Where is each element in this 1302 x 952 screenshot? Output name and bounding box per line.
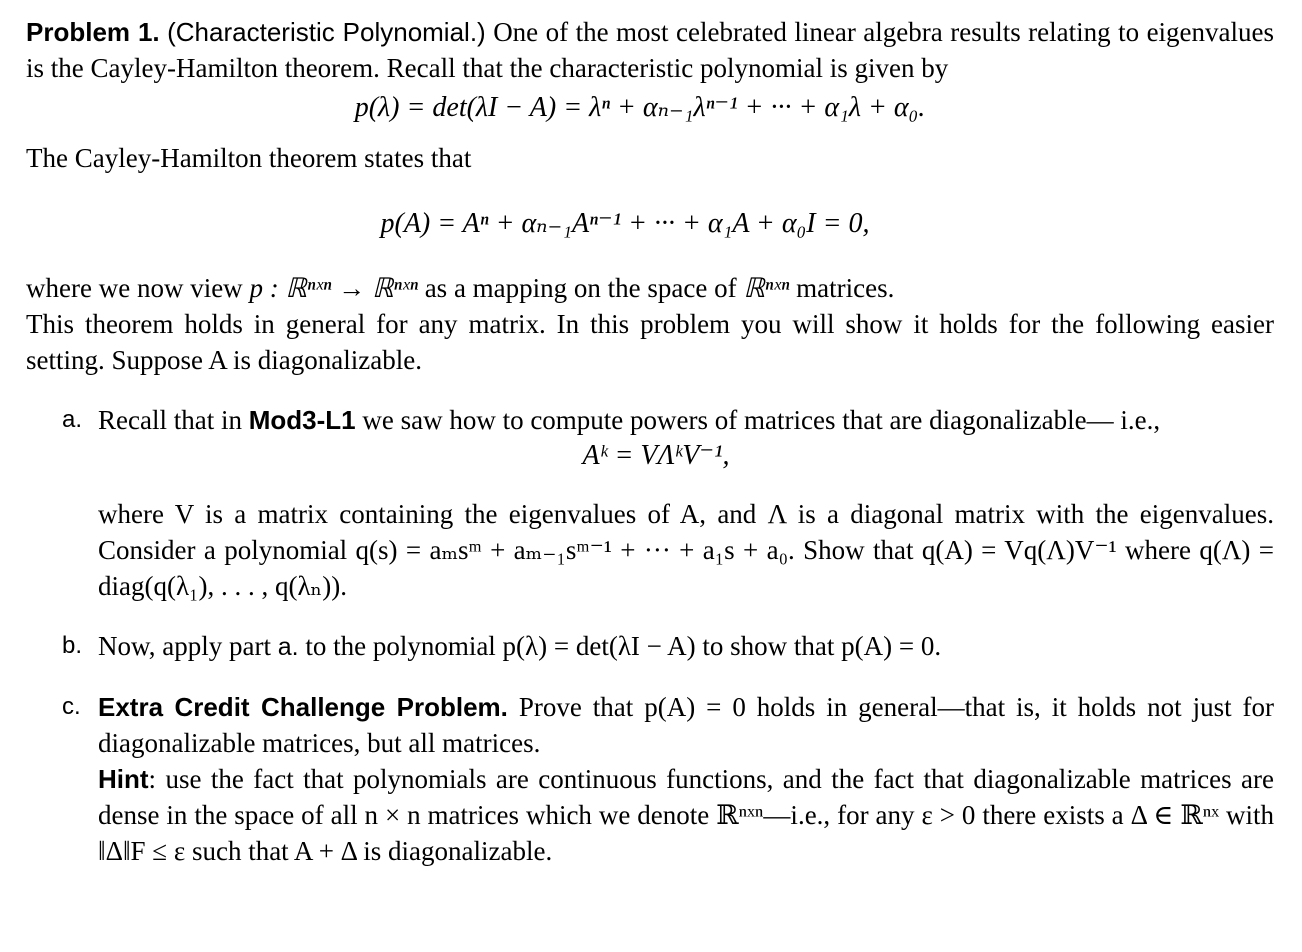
part-b-marker: b.	[62, 632, 83, 659]
part-c	[26, 689, 1274, 869]
part-a-marker: a.	[62, 406, 83, 433]
equation-characteristic-polynomial: p(λ) = det(λI − A) = λⁿ + αₙ₋₁λⁿ⁻¹ + ··· + α₁λ + α₀.	[354, 92, 926, 123]
mapping-sentence	[26, 270, 1274, 306]
part-a-text-before: Recall that in	[98, 405, 242, 435]
part-c-hint-label: Hint	[98, 764, 149, 794]
problem-intro: One of the most celebrated linear algebra results relating to eigenvalues is the Cayley-Hamilton theorem. Recall that the characteristic polynomial is given by	[26, 17, 1275, 83]
part-b	[26, 628, 1274, 665]
part-c-marker: c.	[62, 693, 81, 720]
general-paragraph: This theorem holds in general for any matrix. In this problem you will show it holds for the following easier setting. Suppose A is diagonalizable.	[26, 309, 1274, 375]
problem-label: Problem 1.	[26, 17, 160, 47]
mapping-mid: as a mapping on the space of	[424, 273, 737, 303]
mapping-suffix: matrices.	[796, 273, 895, 303]
part-b-text	[98, 628, 1274, 665]
mapping-space: ℝⁿˣⁿ	[743, 273, 790, 303]
mapping-prefix: where we now view	[26, 273, 243, 303]
part-c-hint-paragraph	[98, 761, 1274, 869]
part-b-reference: a.	[277, 633, 299, 661]
problem-intro-paragraph	[26, 14, 1274, 86]
part-b-text-after: to the polynomial p(λ) = det(λI − A) to show that p(A) = 0.	[305, 631, 942, 661]
part-c-statement-paragraph	[98, 689, 1274, 761]
equation-cayley-hamilton: p(A) = Aⁿ + αₙ₋₁Aⁿ⁻¹ + ··· + α₁A + α₀I = 0,	[380, 208, 870, 239]
problem-document	[26, 10, 1274, 869]
theorem-statement-lead: The Cayley-Hamilton theorem states that	[26, 143, 472, 173]
part-a-reference: Mod3-L1	[248, 405, 356, 435]
part-a	[26, 402, 1274, 604]
part-c-statement: Prove that p(A) = 0 holds in general—that is, it holds not just for diagonalizable matrices, but all matrices.	[98, 692, 1274, 758]
part-a-body: where V is a matrix containing the eigenvalues of A, and Λ is a diagonal matrix with the eigenvalues. Consider a polynomial q(s) = aₘsᵐ + aₘ₋₁sᵐ⁻¹ + ··· + a₁s + a₀. Show that q(A) = Vq(Λ)V⁻¹ where q(Λ) = diag(q(λ₁), . . . , q(λₙ)).	[98, 499, 1274, 601]
equation-matrix-power: Aᵏ = VΛᵏV⁻¹,	[582, 440, 730, 471]
part-b-text-before: Now, apply part	[98, 631, 271, 661]
part-a-text-after: we saw how to compute powers of matrices that are diagonalizable— i.e.,	[362, 405, 1161, 435]
part-a-lead	[98, 402, 1274, 438]
mapping-expression: p : ℝⁿˣⁿ → ℝⁿˣⁿ	[249, 273, 418, 303]
part-c-title: Extra Credit Challenge Problem.	[98, 692, 508, 722]
problem-topic: (Characteristic Polynomial.)	[167, 17, 486, 47]
part-c-hint: : use the fact that polynomials are continuous functions, and the fact that diagonalizable matrices are dense in the space of all n × n matrices which we denote ℝⁿˣⁿ—i.e., for any ε > 0 there exists a Δ ∈ ℝⁿˣ with ‖Δ‖F ≤ ε such that A + Δ is diagonalizable.	[98, 764, 1274, 866]
